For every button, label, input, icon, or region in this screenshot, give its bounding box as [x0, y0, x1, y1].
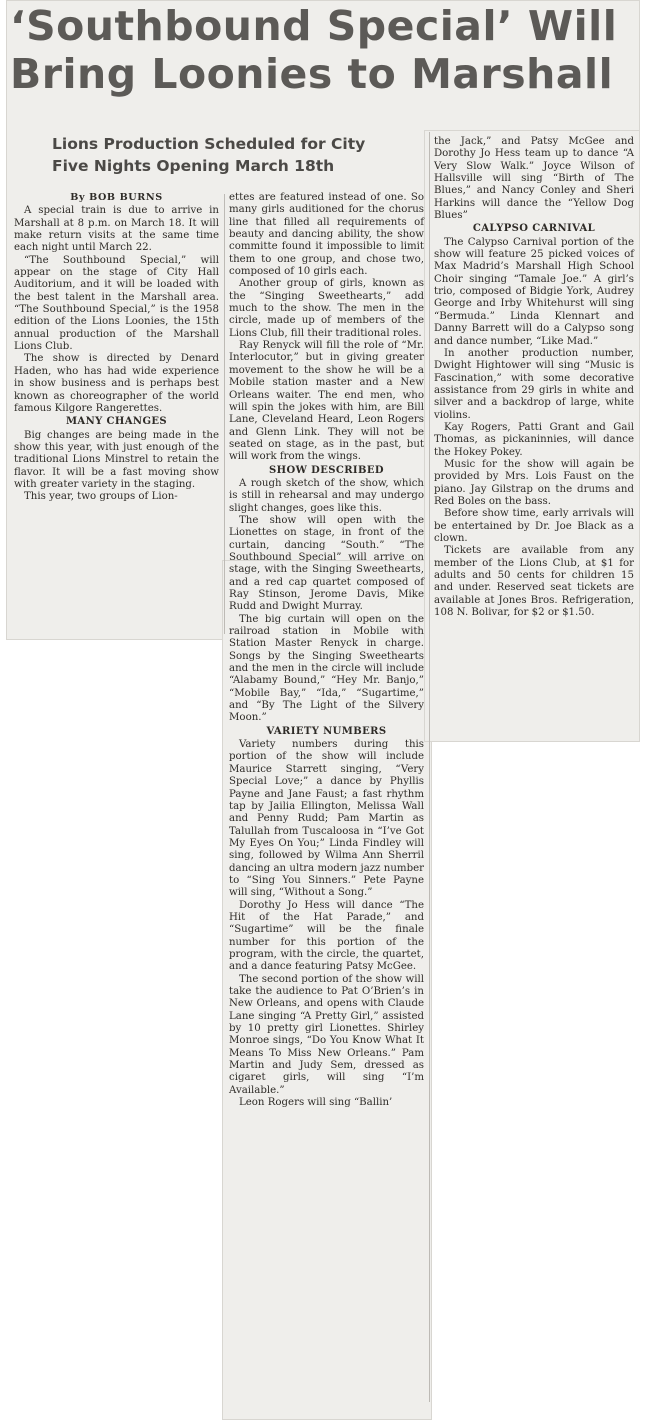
subheadline-line-1: Lions Production Scheduled for City [52, 135, 366, 153]
subheadline-line-2: Five Nights Opening March 18th [52, 157, 335, 175]
section-heading: SHOW DESCRIBED [269, 464, 384, 476]
byline: By BOB BURNS [70, 192, 163, 203]
headline-line-1: ‘Southbound Special’ Will [10, 2, 618, 50]
paragraph: Another group of girls, known as the “Singing Sweethearts,” add much to the show. The men in the circle, made up of members of the Lions Club, fill their traditional roles. [229, 278, 424, 339]
paragraph: Before show time, early arrivals will be entertained by Dr. Joe Black as a clown. [434, 508, 634, 544]
paragraph: Dorothy Jo Hess will dance “The Hit of the Hat Parade,” and “Sugartime” will be the finale number for this portion of the program, with the circle, the quartet, and a dance featuring Patsy McGee. [229, 899, 424, 973]
headline [10, 2, 640, 98]
paragraph: Tickets are available from any member of the Lions Club, at $1 for adults and 50 cents for children 15 and under. Reserved seat tickets are available at Jones Bros. Refrigeration, 108 N. Bolivar, for $2 or $1.50. [434, 545, 634, 619]
paragraph: A rough sketch of the show, which is still in rehearsal and may undergo slight changes, goes like this. [229, 477, 424, 514]
section-heading: CALYPSO CARNIVAL [472, 223, 596, 235]
paragraph: Ray Renyck will fill the role of “Mr. Interlocutor,” but in giving greater movement to the show he will be a Mobile station master and a New Orleans waiter. The end men, who will spin the jokes with him, are Bill Lane, Cleveland Heard, Leon Rogers and Glenn Link. They will not be seated on stage, as in the past, but will work from the wings. [229, 340, 424, 463]
paragraph: “The Southbound Special,” will appear on the stage of City Hall Auditorium, and it will be loaded with the best talent in the Marshall area. “The Southbound Special,” is the 1958 edition of the Lions Loonies, the 15th annual production of the Marshall Lions Club. [14, 254, 219, 353]
paragraph: This year, two groups of Lion- [24, 491, 178, 503]
paragraph: Variety numbers during this portion of the show will include Maurice Starrett singing, “Very Special Love;” a dance by Phyllis Payne and Jane Faust; a fast rhythm tap by Jailia Ellington, Melissa Wall and Penny Rudd; Pam Martin as Talullah from Tuscaloosa in “I’ve Got My Eyes On You;” Linda Findley will sing, followed by Wilma Ann Sherril dancing an ultra modern jazz number to “Sing You Sinners.” Pete Payne will sing, “Without a Song.” [229, 739, 424, 899]
column-rule-2 [429, 132, 430, 1402]
paragraph: ettes are featured instead of one. So many girls auditioned for the chorus line that filled all requirements of beauty and dancing ability, the show committe found it impossible to limit them to one group, and chose two, composed of 10 girls each. [229, 192, 424, 278]
article-column-3 [434, 136, 634, 619]
column-rule-1 [224, 194, 225, 634]
paragraph: A special train is due to arrive in Marshall at 8 p.m. on March 18. It will make return visits at the same time each night until March 22. [14, 205, 219, 254]
paragraph: The big curtain will open on the railroad station in Mobile with Station Master Renyck in charge. Songs by the Singing Sweethearts and the men in the circle will include “Alabamy Bound,” “Hey Mr. Banjo,” “Mobile Bay,” “Ida,” “Sugartime,” and “By The Light of the Silvery Moon.” [229, 613, 424, 724]
section-heading: MANY CHANGES [65, 416, 168, 428]
paragraph: The show is directed by Denard Haden, who has had wide experience in show business and is perhaps best known as choreographer of the world famous Kilgore Rangerettes. [14, 353, 219, 414]
paragraph: Big changes are being made in the show this year, with just enough of the traditional Lions Minstrel to retain the flavor. It will be a fast moving show with greater variety in the staging. [14, 429, 219, 490]
subheadline [52, 133, 422, 177]
paragraph: The Calypso Carnival portion of the show will feature 25 picked voices of Max Madrid’s Marshall High School Choir singing “Tamale Joe.” A girl’s trio, composed of Bidgie York, Audrey George and Irby Whitehurst will sing “Bermuda.” Linda Klennart and Danny Barrett will do a Calypso song and dance number, “Like Mad.” [434, 236, 634, 347]
paragraph: the Jack,” and Patsy McGee and Dorothy Jo Hess team up to dance “A Very Slow Walk.” Joyce Wilson of Hallsville will sing “Birth of The Blues,” and Nancy Conley and Sheri Harkins will dance the “Yellow Dog Blues” [434, 136, 634, 222]
paragraph: Music for the show will again be provided by Mrs. Lois Faust on the piano. Jay Gilstrap on the drums and Red Boles on the bass. [434, 458, 634, 507]
section-heading: VARIETY NUMBERS [266, 725, 387, 737]
paragraph: In another production number, Dwight Hightower will sing “Music is Fascination,” with some decorative assistance from 29 girls in white and silver and a backdrop of large, white violins. [434, 347, 634, 421]
paragraph: Leon Rogers will sing “Ballin’ [239, 1097, 393, 1109]
article-column-2 [229, 192, 424, 1109]
paragraph: Kay Rogers, Patti Grant and Gail Thomas, as pickaninnies, will dance the Hokey Pokey. [434, 421, 634, 458]
paragraph: The second portion of the show will take the audience to Pat O’Brien’s in New Orleans, and opens with Claude Lane singing “A Pretty Girl,” assisted by 10 pretty girl Lionettes. Shirley Monroe sings, “Do You Know What It Means To Miss New Orleans.” Pam Martin and Judy Sem, dressed as cigaret girls, will sing “I’m Available.” [229, 973, 424, 1096]
headline-line-2: Bring Loonies to Marshall [10, 50, 614, 98]
paragraph: The show will open with the Lionettes on stage, in front of the curtain, dancing “South.” “The Southbound Special” will arrive on stage, with the Singing Sweethearts, and a red cap quartet composed of Ray Stinson, Jerome Davis, Mike Rudd and Dwight Murray. [229, 514, 424, 613]
article-column-1 [14, 192, 219, 504]
